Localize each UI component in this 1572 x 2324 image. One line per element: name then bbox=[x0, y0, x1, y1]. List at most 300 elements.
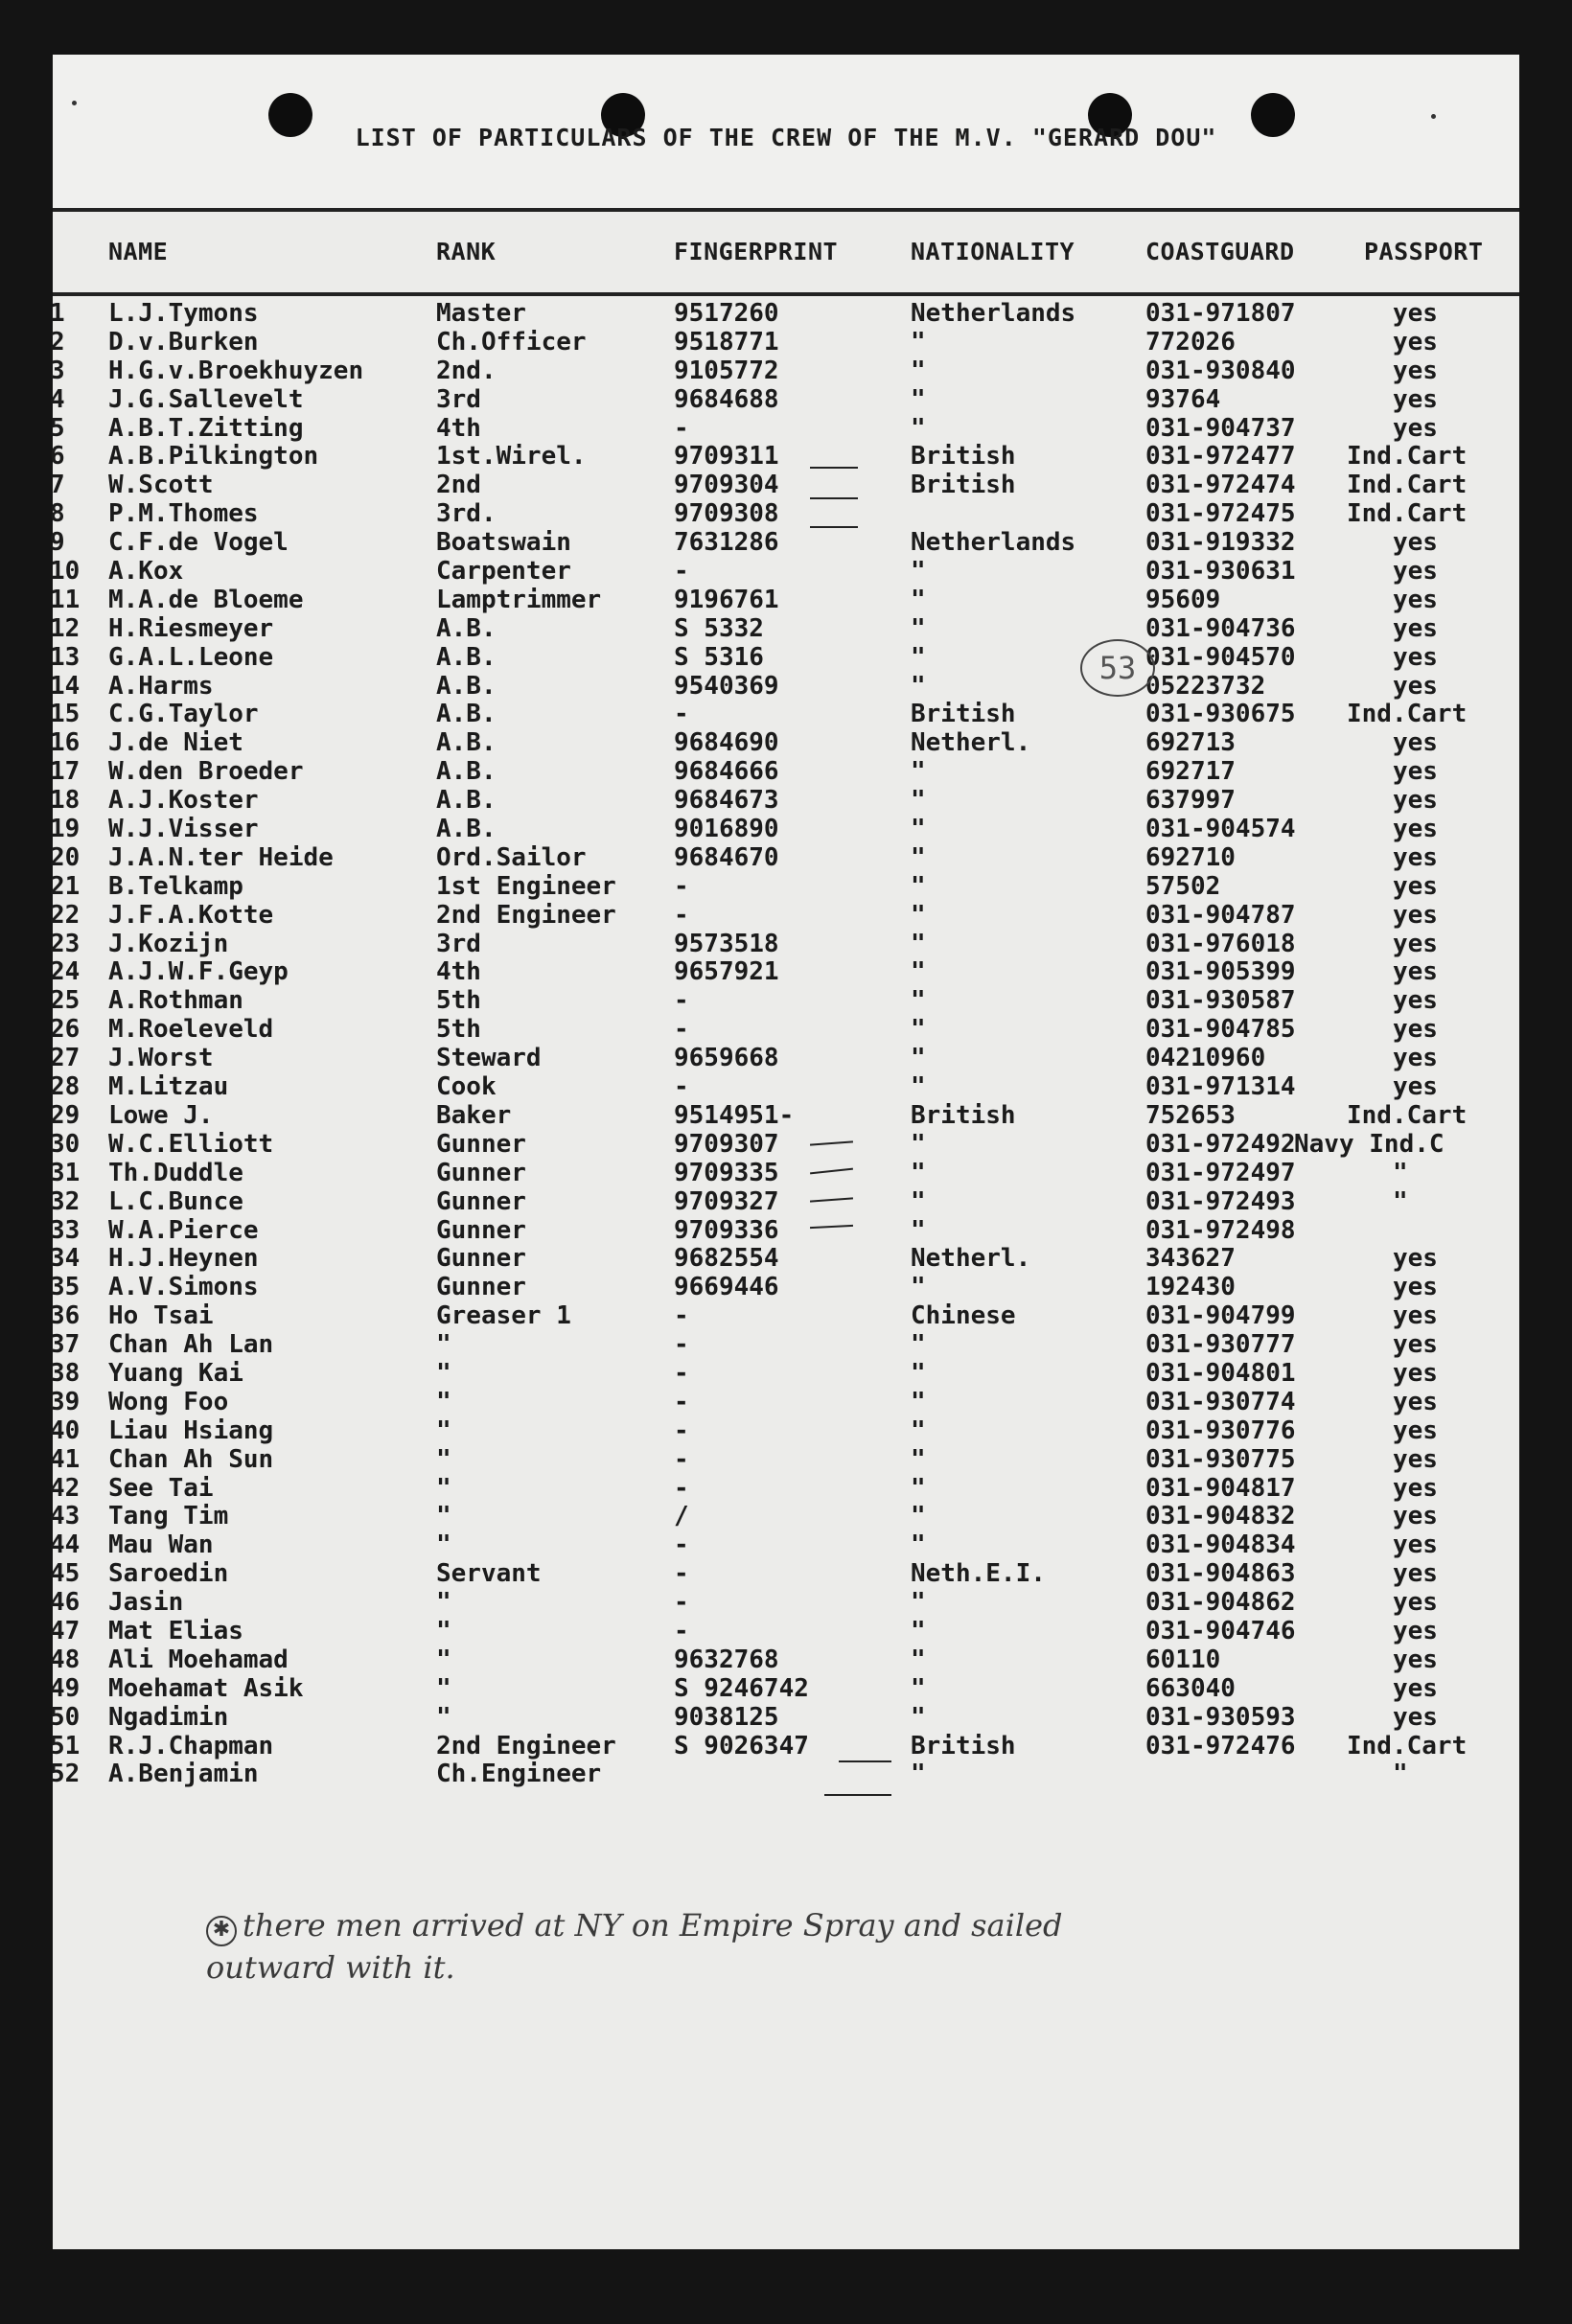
crew-passport: yes bbox=[1393, 1330, 1438, 1360]
crew-coastguard: 031-904787 bbox=[1145, 900, 1296, 930]
crew-passport: yes bbox=[1393, 384, 1438, 414]
crew-rank: Lamptrimmer bbox=[436, 585, 602, 614]
crew-passport: yes bbox=[1393, 327, 1438, 357]
crew-number: 37 bbox=[50, 1330, 81, 1360]
crew-fingerprint: - bbox=[674, 557, 689, 587]
crew-passport: yes bbox=[1393, 1673, 1438, 1703]
table-row bbox=[50, 1530, 1519, 1560]
crew-name: Saroedin bbox=[108, 1559, 229, 1589]
crew-passport: yes bbox=[1393, 871, 1438, 901]
crew-name: Wong Foo bbox=[108, 1387, 229, 1416]
crew-passport: yes bbox=[1393, 1444, 1438, 1474]
crew-number: 22 bbox=[50, 900, 81, 930]
table-row bbox=[50, 1760, 1519, 1789]
crew-number: 36 bbox=[50, 1301, 81, 1331]
crew-nationality: " bbox=[911, 384, 926, 414]
table-row bbox=[50, 1129, 1519, 1159]
crew-coastguard: 60110 bbox=[1145, 1645, 1221, 1674]
crew-rank: Master bbox=[436, 299, 526, 328]
crew-fingerprint: S 9246742 bbox=[674, 1673, 809, 1703]
table-row bbox=[50, 1702, 1519, 1732]
crew-number: 19 bbox=[50, 815, 81, 844]
crew-nationality: " bbox=[911, 1702, 926, 1732]
crew-nationality: " bbox=[911, 929, 926, 958]
crew-coastguard: 031-904737 bbox=[1145, 413, 1296, 443]
crew-fingerprint: - bbox=[674, 1559, 689, 1589]
crew-fingerprint: 9684688 bbox=[674, 384, 779, 414]
crew-name: M.Roeleveld bbox=[108, 1015, 274, 1045]
table-row bbox=[50, 1330, 1519, 1360]
crew-nationality: " bbox=[911, 1072, 926, 1102]
crew-name: L.J.Tymons bbox=[108, 299, 259, 328]
crew-rank: A.B. bbox=[436, 613, 497, 643]
crew-passport: Ind.Cart bbox=[1347, 1731, 1468, 1760]
crew-number: 52 bbox=[50, 1760, 81, 1789]
crew-rank: Servant bbox=[436, 1559, 542, 1589]
crew-name: Ali Moehamad bbox=[108, 1645, 289, 1674]
crew-name: D.v.Burken bbox=[108, 327, 259, 357]
crew-rank: " bbox=[436, 1358, 451, 1388]
asterisk-icon: ✱ bbox=[206, 1916, 237, 1946]
crew-passport: Ind.Cart bbox=[1347, 499, 1468, 529]
crew-passport: yes bbox=[1393, 671, 1438, 701]
table-row bbox=[50, 1044, 1519, 1073]
crew-nationality: " bbox=[911, 986, 926, 1016]
crew-fingerprint: 9517260 bbox=[674, 299, 779, 328]
table-row bbox=[50, 900, 1519, 930]
crew-passport: yes bbox=[1393, 1387, 1438, 1416]
crew-passport: yes bbox=[1393, 413, 1438, 443]
crew-rank: A.B. bbox=[436, 642, 497, 672]
crew-coastguard: 031-976018 bbox=[1145, 929, 1296, 958]
crew-coastguard: 031-972497 bbox=[1145, 1158, 1296, 1187]
crew-rank: Carpenter bbox=[436, 557, 571, 587]
crew-passport: yes bbox=[1393, 613, 1438, 643]
crew-number: 29 bbox=[50, 1100, 81, 1130]
crew-rank: Ch.Engineer bbox=[436, 1760, 602, 1789]
crew-fingerprint: 9684670 bbox=[674, 842, 779, 872]
crew-coastguard: 031-904863 bbox=[1145, 1559, 1296, 1589]
crew-name: Ngadimin bbox=[108, 1702, 229, 1732]
crew-number: 31 bbox=[50, 1158, 81, 1187]
crew-number: 14 bbox=[50, 671, 81, 701]
crew-rank: Steward bbox=[436, 1044, 542, 1073]
crew-fingerprint: S 5316 bbox=[674, 642, 764, 672]
crew-name: A.Rothman bbox=[108, 986, 243, 1016]
crew-fingerprint: 9709311 bbox=[674, 442, 779, 472]
crew-name: A.V.Simons bbox=[108, 1273, 259, 1302]
crew-number: 25 bbox=[50, 986, 81, 1016]
table-row bbox=[50, 1244, 1519, 1274]
crew-fingerprint: - bbox=[674, 1530, 689, 1560]
crew-name: H.J.Heynen bbox=[108, 1244, 259, 1274]
crew-rank: Gunner bbox=[436, 1186, 526, 1216]
crew-coastguard: 031-972474 bbox=[1145, 471, 1296, 500]
table-row bbox=[50, 671, 1519, 701]
crew-nationality: " bbox=[911, 1645, 926, 1674]
crew-rank: 2nd Engineer bbox=[436, 900, 616, 930]
crew-number: 4 bbox=[50, 384, 65, 414]
crew-table bbox=[50, 299, 1519, 1789]
crew-nationality: " bbox=[911, 1186, 926, 1216]
table-row bbox=[50, 728, 1519, 758]
crew-fingerprint: - bbox=[674, 900, 689, 930]
crew-fingerprint: 9573518 bbox=[674, 929, 779, 958]
crew-rank: A.B. bbox=[436, 671, 497, 701]
crew-number: 17 bbox=[50, 757, 81, 787]
crew-number: 15 bbox=[50, 700, 81, 729]
crew-rank: " bbox=[436, 1415, 451, 1445]
table-row bbox=[50, 700, 1519, 729]
crew-rank: 2nd. bbox=[436, 356, 497, 385]
table-row bbox=[50, 613, 1519, 643]
crew-passport: yes bbox=[1393, 815, 1438, 844]
crew-fingerprint: 9682554 bbox=[674, 1244, 779, 1274]
table-row bbox=[50, 499, 1519, 529]
table-row bbox=[50, 585, 1519, 614]
crew-number: 48 bbox=[50, 1645, 81, 1674]
crew-nationality: " bbox=[911, 557, 926, 587]
crew-nationality: " bbox=[911, 1330, 926, 1360]
crew-nationality: British bbox=[911, 1731, 1016, 1760]
table-row bbox=[50, 1015, 1519, 1045]
crew-coastguard: 663040 bbox=[1145, 1673, 1236, 1703]
crew-rank: Gunner bbox=[436, 1158, 526, 1187]
crew-coastguard: 031-904834 bbox=[1145, 1530, 1296, 1560]
crew-name: H.Riesmeyer bbox=[108, 613, 274, 643]
crew-nationality: " bbox=[911, 1129, 926, 1159]
crew-passport: yes bbox=[1393, 528, 1438, 558]
crew-nationality: " bbox=[911, 642, 926, 672]
crew-coastguard: 752653 bbox=[1145, 1100, 1236, 1130]
column-header-fingerprint: FINGERPRINT bbox=[674, 238, 839, 265]
crew-coastguard: 031-919332 bbox=[1145, 528, 1296, 558]
crew-rank: A.B. bbox=[436, 815, 497, 844]
crew-nationality: " bbox=[911, 327, 926, 357]
crew-nationality: Chinese bbox=[911, 1301, 1016, 1331]
page-number-stamp: 53 bbox=[1080, 639, 1155, 697]
crew-coastguard: 637997 bbox=[1145, 786, 1236, 816]
crew-coastguard: 031-930775 bbox=[1145, 1444, 1296, 1474]
crew-number: 6 bbox=[50, 442, 65, 472]
table-row bbox=[50, 528, 1519, 558]
crew-rank: " bbox=[436, 1473, 451, 1503]
crew-passport: " bbox=[1393, 1760, 1408, 1789]
crew-name: W.den Broeder bbox=[108, 757, 304, 787]
crew-number: 30 bbox=[50, 1129, 81, 1159]
crew-passport: Ind.Cart bbox=[1347, 471, 1468, 500]
crew-name: H.G.v.Broekhuyzen bbox=[108, 356, 364, 385]
crew-nationality: " bbox=[911, 900, 926, 930]
table-row bbox=[50, 299, 1519, 328]
table-row bbox=[50, 557, 1519, 587]
crew-nationality: " bbox=[911, 413, 926, 443]
crew-coastguard: 031-904570 bbox=[1145, 642, 1296, 672]
crew-passport: yes bbox=[1393, 842, 1438, 872]
crew-name: J.de Niet bbox=[108, 728, 243, 758]
crew-passport: yes bbox=[1393, 1588, 1438, 1618]
crew-passport: Ind.Cart bbox=[1347, 442, 1468, 472]
crew-name: Mat Elias bbox=[108, 1616, 243, 1645]
crew-number: 21 bbox=[50, 871, 81, 901]
crew-nationality: " bbox=[911, 1502, 926, 1531]
crew-coastguard: 772026 bbox=[1145, 327, 1236, 357]
crew-fingerprint: - bbox=[674, 1415, 689, 1445]
crew-rank: " bbox=[436, 1588, 451, 1618]
pen-mark bbox=[810, 467, 858, 469]
crew-name: L.C.Bunce bbox=[108, 1186, 243, 1216]
crew-passport: yes bbox=[1393, 356, 1438, 385]
crew-passport: yes bbox=[1393, 986, 1438, 1016]
crew-rank: A.B. bbox=[436, 786, 497, 816]
crew-nationality: British bbox=[911, 1100, 1016, 1130]
crew-passport: " bbox=[1393, 1158, 1408, 1187]
crew-number: 43 bbox=[50, 1502, 81, 1531]
table-row bbox=[50, 384, 1519, 414]
crew-coastguard: 031-972475 bbox=[1145, 499, 1296, 529]
speck bbox=[72, 101, 77, 105]
crew-passport: yes bbox=[1393, 1273, 1438, 1302]
crew-nationality: " bbox=[911, 1473, 926, 1503]
table-row bbox=[50, 1100, 1519, 1130]
document-title: LIST OF PARTICULARS OF THE CREW OF THE M.V. "GERARD DOU" bbox=[355, 124, 1217, 151]
crew-rank: " bbox=[436, 1702, 451, 1732]
crew-number: 2 bbox=[50, 327, 65, 357]
column-header-coastguard: COASTGUARD bbox=[1145, 238, 1295, 265]
crew-name: A.B.Pilkington bbox=[108, 442, 319, 472]
crew-number: 44 bbox=[50, 1530, 81, 1560]
crew-number: 34 bbox=[50, 1244, 81, 1274]
crew-name: Lowe J. bbox=[108, 1100, 214, 1130]
crew-number: 50 bbox=[50, 1702, 81, 1732]
crew-coastguard: 031-972493 bbox=[1145, 1186, 1296, 1216]
crew-number: 10 bbox=[50, 557, 81, 587]
crew-coastguard: 05223732 bbox=[1145, 671, 1266, 701]
crew-fingerprint: - bbox=[674, 1015, 689, 1045]
crew-coastguard: 031-904799 bbox=[1145, 1301, 1296, 1331]
crew-fingerprint: - bbox=[674, 1072, 689, 1102]
crew-rank: A.B. bbox=[436, 728, 497, 758]
crew-number: 33 bbox=[50, 1215, 81, 1245]
crew-coastguard: 95609 bbox=[1145, 585, 1221, 614]
table-row bbox=[50, 471, 1519, 500]
crew-fingerprint: 9709308 bbox=[674, 499, 779, 529]
pen-mark bbox=[810, 497, 858, 499]
crew-passport: yes bbox=[1393, 1502, 1438, 1531]
crew-name: B.Telkamp bbox=[108, 871, 243, 901]
table-row bbox=[50, 1559, 1519, 1589]
crew-number: 7 bbox=[50, 471, 65, 500]
crew-rank: 4th bbox=[436, 957, 481, 987]
crew-rank: 3rd. bbox=[436, 499, 497, 529]
table-row bbox=[50, 1616, 1519, 1645]
crew-fingerprint: 9514951- bbox=[674, 1100, 795, 1130]
crew-passport: yes bbox=[1393, 957, 1438, 987]
crew-nationality: " bbox=[911, 957, 926, 987]
crew-nationality: " bbox=[911, 1673, 926, 1703]
crew-rank: " bbox=[436, 1330, 451, 1360]
crew-name: R.J.Chapman bbox=[108, 1731, 274, 1760]
crew-fingerprint: 9709304 bbox=[674, 471, 779, 500]
crew-nationality: " bbox=[911, 1387, 926, 1416]
crew-nationality: Netherlands bbox=[911, 528, 1076, 558]
crew-number: 42 bbox=[50, 1473, 81, 1503]
crew-name: Ho Tsai bbox=[108, 1301, 214, 1331]
table-row bbox=[50, 642, 1519, 672]
crew-coastguard: 692717 bbox=[1145, 757, 1236, 787]
pen-mark bbox=[824, 1794, 891, 1796]
crew-name: C.G.Taylor bbox=[108, 700, 259, 729]
crew-name: J.Kozijn bbox=[108, 929, 229, 958]
crew-fingerprint: 9709336 bbox=[674, 1215, 779, 1245]
crew-fingerprint: 9709335 bbox=[674, 1158, 779, 1187]
crew-passport: yes bbox=[1393, 1473, 1438, 1503]
crew-nationality: " bbox=[911, 1415, 926, 1445]
crew-number: 38 bbox=[50, 1358, 81, 1388]
crew-passport: yes bbox=[1393, 1072, 1438, 1102]
crew-number: 51 bbox=[50, 1731, 81, 1760]
crew-rank: Gunner bbox=[436, 1273, 526, 1302]
crew-passport: yes bbox=[1393, 1015, 1438, 1045]
crew-fingerprint: 9196761 bbox=[674, 585, 779, 614]
crew-name: Liau Hsiang bbox=[108, 1415, 274, 1445]
table-row bbox=[50, 1473, 1519, 1503]
crew-name: Mau Wan bbox=[108, 1530, 214, 1560]
crew-rank: " bbox=[436, 1645, 451, 1674]
table-row bbox=[50, 1444, 1519, 1474]
crew-passport: yes bbox=[1393, 557, 1438, 587]
crew-name: J.F.A.Kotte bbox=[108, 900, 274, 930]
crew-name: See Tai bbox=[108, 1473, 214, 1503]
crew-rank: 4th bbox=[436, 413, 481, 443]
table-row bbox=[50, 757, 1519, 787]
crew-rank: Ord.Sailor bbox=[436, 842, 587, 872]
crew-rank: " bbox=[436, 1387, 451, 1416]
column-header-nationality: NATIONALITY bbox=[911, 238, 1075, 265]
crew-fingerprint: 9684690 bbox=[674, 728, 779, 758]
crew-number: 47 bbox=[50, 1616, 81, 1645]
crew-fingerprint: 9016890 bbox=[674, 815, 779, 844]
crew-nationality: " bbox=[911, 1158, 926, 1187]
crew-name: W.C.Elliott bbox=[108, 1129, 274, 1159]
crew-nationality: " bbox=[911, 1530, 926, 1560]
crew-fingerprint: 9709327 bbox=[674, 1186, 779, 1216]
crew-fingerprint: 9684673 bbox=[674, 786, 779, 816]
crew-nationality: Netherl. bbox=[911, 1244, 1031, 1274]
crew-fingerprint: 9632768 bbox=[674, 1645, 779, 1674]
crew-passport: Ind.Cart bbox=[1347, 700, 1468, 729]
crew-passport: yes bbox=[1393, 900, 1438, 930]
crew-name: A.Benjamin bbox=[108, 1760, 259, 1789]
crew-number: 49 bbox=[50, 1673, 81, 1703]
crew-number: 40 bbox=[50, 1415, 81, 1445]
crew-fingerprint: 9518771 bbox=[674, 327, 779, 357]
crew-nationality: " bbox=[911, 671, 926, 701]
header-strip bbox=[53, 55, 1519, 212]
crew-nationality: " bbox=[911, 1444, 926, 1474]
crew-name: Moehamat Asik bbox=[108, 1673, 304, 1703]
crew-nationality: " bbox=[911, 815, 926, 844]
crew-coastguard: 031-972492 bbox=[1145, 1129, 1296, 1159]
crew-nationality: " bbox=[911, 1044, 926, 1073]
handwritten-note bbox=[206, 1904, 1069, 1989]
crew-coastguard: 031-904832 bbox=[1145, 1502, 1296, 1531]
crew-rank: Greaser 1 bbox=[436, 1301, 571, 1331]
crew-coastguard: 57502 bbox=[1145, 871, 1221, 901]
column-header-name: NAME bbox=[108, 238, 169, 265]
crew-number: 32 bbox=[50, 1186, 81, 1216]
crew-coastguard: 192430 bbox=[1145, 1273, 1236, 1302]
crew-fingerprint: 9659668 bbox=[674, 1044, 779, 1073]
table-row bbox=[50, 871, 1519, 901]
crew-coastguard: 93764 bbox=[1145, 384, 1221, 414]
crew-number: 1 bbox=[50, 299, 65, 328]
crew-passport: yes bbox=[1393, 1702, 1438, 1732]
crew-coastguard: 031-971807 bbox=[1145, 299, 1296, 328]
table-row bbox=[50, 1186, 1519, 1216]
table-row bbox=[50, 957, 1519, 987]
crew-coastguard: 031-905399 bbox=[1145, 957, 1296, 987]
crew-rank: Gunner bbox=[436, 1244, 526, 1274]
crew-rank: 2nd bbox=[436, 471, 481, 500]
crew-name: J.A.N.ter Heide bbox=[108, 842, 334, 872]
crew-name: Chan Ah Lan bbox=[108, 1330, 274, 1360]
crew-coastguard: 031-904736 bbox=[1145, 613, 1296, 643]
crew-coastguard: 343627 bbox=[1145, 1244, 1236, 1274]
crew-number: 9 bbox=[50, 528, 65, 558]
crew-name: W.J.Visser bbox=[108, 815, 259, 844]
crew-passport: yes bbox=[1393, 728, 1438, 758]
crew-number: 20 bbox=[50, 842, 81, 872]
crew-passport: yes bbox=[1393, 1530, 1438, 1560]
crew-fingerprint: - bbox=[674, 1301, 689, 1331]
crew-name: J.G.Sallevelt bbox=[108, 384, 304, 414]
crew-rank: 2nd Engineer bbox=[436, 1731, 616, 1760]
crew-coastguard: 04210960 bbox=[1145, 1044, 1266, 1073]
crew-nationality: " bbox=[911, 1015, 926, 1045]
crew-fingerprint: - bbox=[674, 413, 689, 443]
crew-nationality: " bbox=[911, 613, 926, 643]
crew-nationality: " bbox=[911, 1358, 926, 1388]
table-row bbox=[50, 1502, 1519, 1531]
crew-fingerprint: 9105772 bbox=[674, 356, 779, 385]
crew-number: 16 bbox=[50, 728, 81, 758]
crew-fingerprint: S 9026347 bbox=[674, 1731, 809, 1760]
crew-passport: yes bbox=[1393, 1358, 1438, 1388]
table-row bbox=[50, 815, 1519, 844]
crew-coastguard: 031-972476 bbox=[1145, 1731, 1296, 1760]
crew-coastguard: 031-904817 bbox=[1145, 1473, 1296, 1503]
crew-coastguard: 031-930777 bbox=[1145, 1330, 1296, 1360]
table-row bbox=[50, 986, 1519, 1016]
crew-passport: yes bbox=[1393, 757, 1438, 787]
table-row bbox=[50, 442, 1519, 472]
crew-coastguard: 031-904801 bbox=[1145, 1358, 1296, 1388]
crew-fingerprint: - bbox=[674, 1588, 689, 1618]
crew-nationality: " bbox=[911, 1273, 926, 1302]
column-header-rank: RANK bbox=[436, 238, 497, 265]
crew-name: W.Scott bbox=[108, 471, 214, 500]
crew-passport: Navy Ind.C bbox=[1294, 1129, 1445, 1159]
crew-nationality: British bbox=[911, 700, 1016, 729]
crew-number: 11 bbox=[50, 585, 81, 614]
crew-passport: " bbox=[1393, 1186, 1408, 1216]
crew-nationality: Netherlands bbox=[911, 299, 1076, 328]
crew-fingerprint: 9540369 bbox=[674, 671, 779, 701]
crew-rank: " bbox=[436, 1673, 451, 1703]
crew-coastguard: 031-972477 bbox=[1145, 442, 1296, 472]
table-row bbox=[50, 327, 1519, 357]
